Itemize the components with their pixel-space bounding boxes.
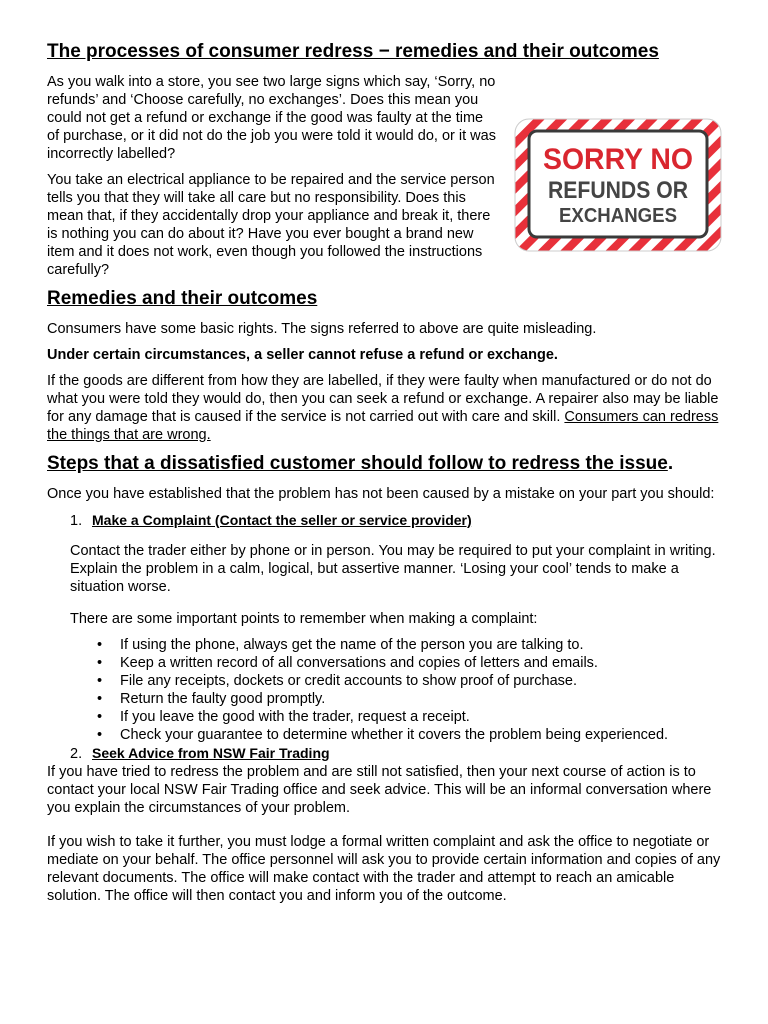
sign-line-1: SORRY NO	[543, 142, 693, 176]
remedies-paragraph-1: Consumers have some basic rights. The signs referred to above are quite misleading.	[47, 320, 597, 337]
remedies-heading: Remedies and their outcomes	[47, 287, 318, 309]
list-item: • Keep a written record of all conversations and copies of letters and emails.	[97, 654, 723, 672]
page-title: The processes of consumer redress − remedies and their outcomes	[47, 41, 659, 62]
remedies-underlined-sentence: Consumers can redress the things that are wrong.	[47, 408, 719, 443]
step-2-number: 2.	[70, 745, 83, 762]
list-item: • If using the phone, always get the name of the person you are talking to.	[97, 636, 723, 654]
sorry-no-refunds-sign-image	[513, 117, 723, 253]
remedies-paragraph-3-text: If the goods are different from how they are labelled, if they were faulty when manufactured or do not do what you were told they would do, then you can seek a refund or exchange. A repairer also may be liable for any damage that is caused if the service is not carried out with care and skill.	[47, 372, 719, 425]
steps-heading-text: Steps that a dissatisfied customer should follow to redress the issue	[47, 452, 668, 474]
step-1-paragraph-2: There are some important points to remember when making a complaint:	[70, 610, 538, 627]
step-2-paragraph-1: If you have tried to redress the problem and are still not satisfied, then your next course of action is to contact your local NSW Fair Trading office and seek advice. This will be an informal conversation where you explain the circumstances of your problem.	[47, 763, 712, 816]
sign-line-2: REFUNDS OR	[548, 176, 688, 204]
sign-line-3: EXCHANGES	[559, 204, 677, 227]
intro-paragraph-2: You take an electrical appliance to be repaired and the service person tells you that they will take all care but no responsibility. Does this mean that, if they accidentally drop your appliance and break it, there is nothing you can do about it? Have you ever bought a brand new item and it does not work, even though you followed the instructions carefully?	[47, 171, 495, 278]
steps-heading	[47, 452, 723, 476]
steps-intro: Once you have established that the problem has not been caused by a mistake on your part you should:	[47, 485, 715, 502]
step-1-paragraph-1: Contact the trader either by phone or in person. You may be required to put your complaint in writing. Explain the problem in a calm, logical, but assertive manner. ‘Losing your cool’ tends to make a situation worse.	[70, 542, 716, 595]
steps-heading-period: .	[667, 452, 674, 474]
step-2-label: Seek Advice from NSW Fair Trading	[92, 744, 330, 761]
remedies-paragraph-3	[47, 372, 723, 444]
document-page	[47, 40, 723, 913]
list-item: • Return the faulty good promptly.	[97, 690, 723, 708]
list-item: • Check your guarantee to determine whether it covers the problem being experienced.	[97, 726, 723, 744]
step-2-paragraph-2: If you wish to take it further, you must lodge a formal written complaint and ask the office to negotiate or mediate on your behalf. The office personnel will ask you to provide certain information and copies of any relevant documents. The office will make contact with the trader and attempt to reach an amicable solution. The office will then contact you and inform you of the outcome.	[47, 833, 721, 904]
step-2-heading	[70, 744, 723, 763]
remedies-bold-statement: Under certain circumstances, a seller cannot refuse a refund or exchange.	[47, 346, 558, 363]
complaint-tips-list	[47, 636, 723, 744]
step-1-label: Make a Complaint (Contact the seller or service provider)	[92, 511, 472, 528]
step-1-number: 1.	[70, 512, 83, 529]
list-item: • If you leave the good with the trader, request a receipt.	[97, 708, 723, 726]
step-1-heading	[70, 511, 723, 530]
intro-paragraph-1: As you walk into a store, you see two large signs which say, ‘Sorry, no refunds’ and ‘Choose carefully, no exchanges’. Does this mean you could not get a refund or exchange if the good was faulty at the time of purchase, or it did not do the job you were told it would do, or it was incorrectly labelled?	[47, 73, 496, 162]
list-item: • File any receipts, dockets or credit accounts to show proof of purchase.	[97, 672, 723, 690]
